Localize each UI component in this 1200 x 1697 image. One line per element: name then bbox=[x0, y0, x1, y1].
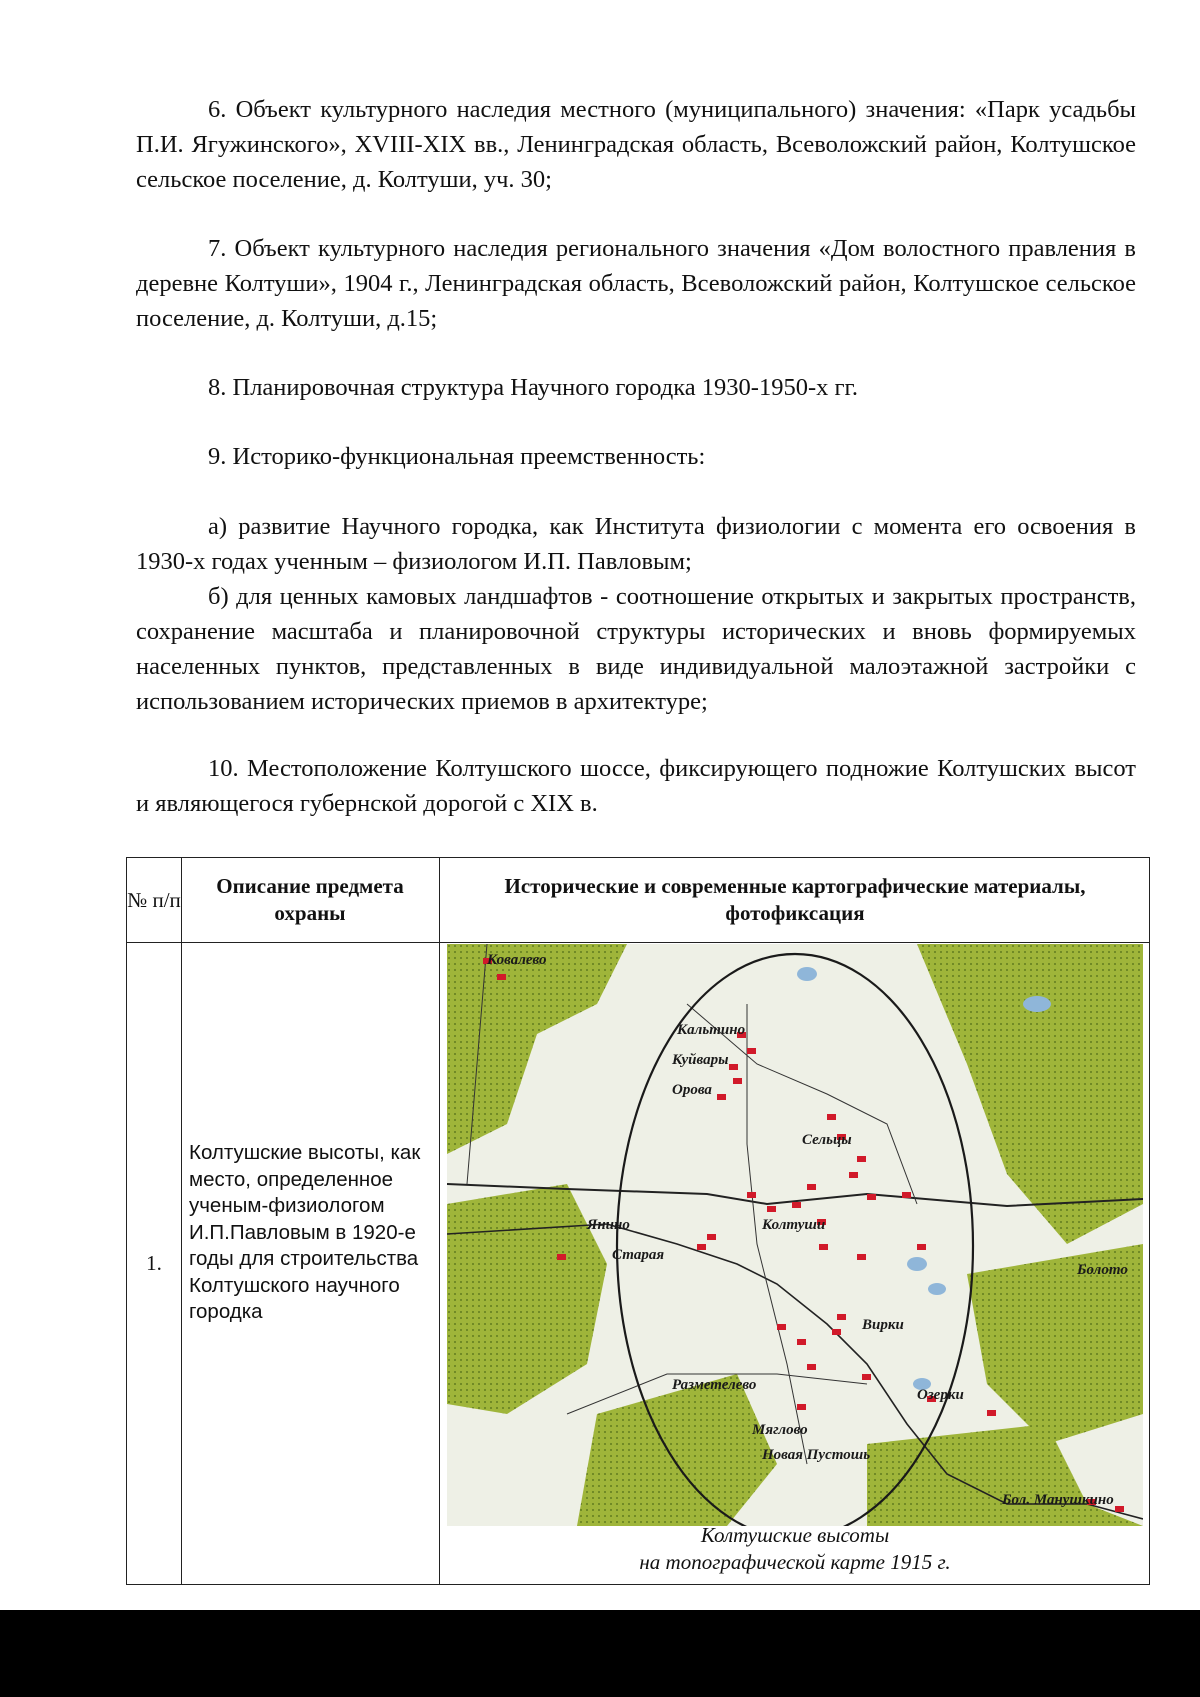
caption-line-2: на топографической карте 1915 г. bbox=[639, 1550, 951, 1574]
settlement-mark bbox=[747, 1048, 756, 1054]
scan-bottom-band bbox=[0, 1610, 1200, 1697]
paragraph-9b: б) для ценных камовых ландшафтов - соотношение открытых и закрытых пространств, сохранение масштаба и планировочной структуры исторических и вновь формируемых населенных пунктов, представленных в виде индивидуальной малоэтажной застройки с использованием исторических приемов в архитектуре; bbox=[136, 583, 1136, 715]
settlement-mark bbox=[857, 1156, 866, 1162]
settlement-mark bbox=[792, 1202, 801, 1208]
paragraph-10: 10. Местоположение Колтушского шоссе, фиксирующего подножие Колтушских высот и являющегося губернской дорогой с XIX в. bbox=[136, 755, 1136, 817]
paragraph-7: 7. Объект культурного наследия регионального значения «Дом волостного правления в деревне Колтуши», 1904 г., Ленинградская область, Всеволожский район, Колтушское сельское поселение, д. Колтуши, д.15; bbox=[136, 235, 1136, 332]
map-place-label: Янино bbox=[587, 1217, 630, 1233]
map-place-label: Сельцы bbox=[802, 1132, 852, 1148]
paragraph-9: 9. Историко-функциональная преемственность: bbox=[208, 443, 706, 470]
map-place-label: Кальтино bbox=[677, 1022, 746, 1038]
header-maps: Исторические и современные картографические материалы, фотофиксация bbox=[504, 874, 1086, 925]
lake-shape bbox=[1023, 996, 1051, 1012]
table-divider bbox=[127, 942, 1149, 943]
settlement-mark bbox=[987, 1410, 996, 1416]
settlement-mark bbox=[797, 1339, 806, 1345]
settlement-mark bbox=[837, 1314, 846, 1320]
settlement-mark bbox=[557, 1254, 566, 1260]
map-place-label: Колтуши bbox=[762, 1217, 826, 1233]
settlement-mark bbox=[827, 1114, 836, 1120]
map-caption bbox=[439, 1522, 1151, 1576]
map-place-label: Старая bbox=[612, 1247, 665, 1263]
paragraph-8: 8. Планировочная структура Научного городка 1930-1950-х гг. bbox=[208, 374, 858, 401]
settlement-mark bbox=[862, 1374, 871, 1380]
paragraph-6: 6. Объект культурного наследия местного (муниципального) значения: «Парк усадьбы П.И. Ягужинского», XVIII-XIX вв., Ленинградская область, Всеволожский район, Колтушское сельское поселение, д. Колтуши, уч. 30; bbox=[136, 96, 1136, 193]
settlement-mark bbox=[1115, 1506, 1124, 1512]
settlement-mark bbox=[777, 1324, 786, 1330]
lake-shape bbox=[797, 967, 817, 981]
settlement-mark bbox=[767, 1206, 776, 1212]
caption-line-1: Колтушские высоты bbox=[700, 1523, 890, 1547]
header-number: № п/п bbox=[127, 887, 181, 912]
settlement-mark bbox=[497, 974, 506, 980]
map-place-label: Мяглово bbox=[752, 1422, 808, 1438]
settlement-mark bbox=[819, 1244, 828, 1250]
settlement-mark bbox=[917, 1244, 926, 1250]
settlement-mark bbox=[902, 1192, 911, 1198]
row-number: 1. bbox=[146, 1250, 162, 1275]
lake-shape bbox=[907, 1257, 927, 1271]
map-place-label: Разметелево bbox=[672, 1377, 757, 1393]
map-place-label: Бол. Манушкино bbox=[1002, 1492, 1114, 1508]
map-svg bbox=[447, 944, 1143, 1526]
header-description: Описание предмета охраны bbox=[216, 874, 404, 925]
table-divider bbox=[181, 858, 182, 1584]
map-place-label: Болото bbox=[1077, 1262, 1128, 1278]
settlement-mark bbox=[747, 1192, 756, 1198]
map-place-label: Ковалево bbox=[487, 952, 547, 968]
settlement-mark bbox=[697, 1244, 706, 1250]
settlement-mark bbox=[729, 1064, 738, 1070]
map-place-label: Орова bbox=[672, 1082, 712, 1098]
map-place-label: Новая Пустошь bbox=[762, 1447, 871, 1463]
settlement-mark bbox=[849, 1172, 858, 1178]
paragraph-9-items bbox=[136, 509, 1136, 719]
settlement-mark bbox=[707, 1234, 716, 1240]
map-place-label: Куйвары bbox=[672, 1052, 729, 1068]
settlement-mark bbox=[797, 1404, 806, 1410]
table-divider bbox=[439, 858, 440, 1584]
settlement-mark bbox=[717, 1094, 726, 1100]
settlement-mark bbox=[857, 1254, 866, 1260]
lake-shape bbox=[928, 1283, 946, 1295]
settlement-mark bbox=[807, 1364, 816, 1370]
row-description: Колтушские высоты, как место, определенное ученым-физиологом И.П.Павловым в 1920-е годы для строительства Колтушского научного городка bbox=[189, 1141, 421, 1323]
settlement-mark bbox=[832, 1329, 841, 1335]
paragraph-9a: а) развитие Научного городка, как Института физиологии с момента его освоения в 1930-х годах ученным – физиологом И.П. Павловым; bbox=[136, 513, 1136, 575]
map-place-label: Озерки bbox=[917, 1387, 964, 1403]
settlement-mark bbox=[733, 1078, 742, 1084]
map-place-label: Вирки bbox=[862, 1317, 904, 1333]
protection-table bbox=[126, 857, 1150, 1585]
topographic-map-image bbox=[447, 944, 1143, 1526]
settlement-mark bbox=[807, 1184, 816, 1190]
settlement-mark bbox=[867, 1194, 876, 1200]
